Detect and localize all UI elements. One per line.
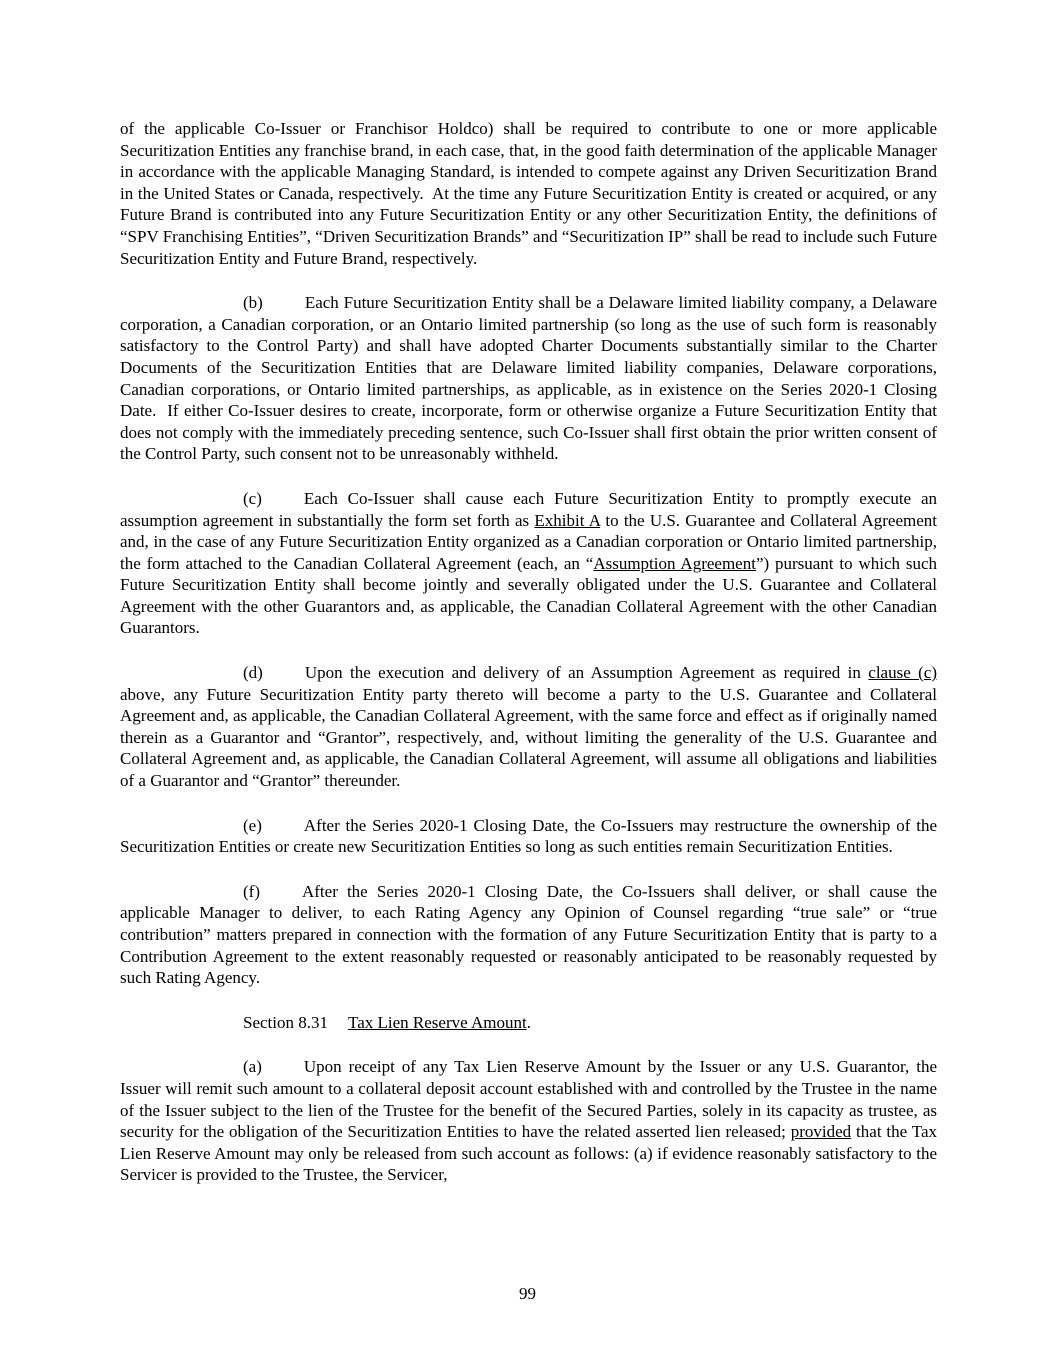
section-heading [120, 1012, 937, 1034]
paragraph-text: Upon receipt of any Tax Lien Reserve Amount by the Issuer or any U.S. Guarantor, the Issuer will remit such amount to a collateral deposit account established with and controlled by the Trustee in the name of the Issuer subject to the lien of the Trustee for the benefit of the Secured Parties, solely in its capacity as trustee, as security for the obligation of the Securitization Entities to have the related asserted lien released; [120, 1057, 937, 1142]
paragraph-b [120, 292, 937, 465]
paragraph-text: Each Co-Issuer shall cause each Future Securitization Entity to promptly execute an assumption agreement in substantially the form set forth as [120, 488, 937, 530]
provided-emphasis: provided [790, 1122, 852, 1142]
paragraph-d [120, 662, 937, 792]
paragraph-continuation [120, 118, 937, 269]
paragraph-f [120, 881, 937, 989]
paragraph-text: to the U.S. Guarantee and Collateral Agreement and, in the case of any Future Securitization Entity organized as a Canadian corporation or Ontario limited partnership, the form attached to the Canadian Collateral Agreement (each, an “ [120, 510, 937, 573]
paragraph-marker: (e) [243, 815, 262, 835]
paragraph-text: Upon the execution and delivery of an Assumption Agreement as required in [304, 663, 869, 683]
section-title-period: . [526, 1012, 531, 1032]
clause-c-reference: clause (c) [868, 663, 938, 683]
paragraph-text: After the Series 2020-1 Closing Date, the Co-Issuers shall deliver, or shall cause the applicable Manager to deliver, to each Rating Agency any Opinion of Counsel regarding “true sale” or “true contribution” matters prepared in connection with the formation of any Future Securitization Entity that is party to a Contribution Agreement to the extent reasonably requested or reasonably anticipated to be reasonably requested by such Rating Agency. [120, 881, 937, 988]
paragraph-marker: (a) [243, 1057, 262, 1077]
paragraph-text: Each Future Securitization Entity shall be a Delaware limited liability company, a Delaware corporation, a Canadian corporation, or an Ontario limited partnership (so long as the use of such form is reasonably satisfactory to the Control Party) and shall have adopted Charter Documents substantially similar to the Charter Documents of the Securitization Entities that are Delaware limited liability companies, Delaware corporations, Canadian corporations, or Ontario limited partnerships, as applicable, as in existence on the Series 2020-1 Closing Date. If either Co-Issuer desires to create, incorporate, form or otherwise organize a Future Securitization Entity that does not comply with the immediately preceding sentence, such Co-Issuer shall first obtain the prior written consent of the Control Party, such consent not to be unreasonably withheld. [120, 293, 937, 464]
paragraph-text: After the Series 2020-1 Closing Date, the Co-Issuers may restructure the ownership of the Securitization Entities or create new Securitization Entities so long as such entities remain Securitization Entities. [120, 815, 937, 857]
section-title: Tax Lien Reserve Amount [348, 1012, 527, 1032]
paragraph-marker: (b) [243, 293, 263, 313]
paragraph-marker: (d) [243, 663, 263, 683]
page-number: 99 [519, 1284, 536, 1303]
paragraph-marker: (f) [243, 881, 260, 901]
assumption-agreement-defined-term: Assumption Agreement [593, 553, 756, 573]
paragraph-e [120, 815, 937, 858]
paragraph-text: of the applicable Co-Issuer or Franchisor Holdco) shall be required to contribute to one or more applicable Securitization Entities any franchise brand, in each case, that, in the good faith determination of the applicable Manager in accordance with the applicable Managing Standard, is intended to compete against any Driven Securitization Brand in the United States or Canada, respectively. At the time any Future Securitization Entity is created or acquired, or any Future Brand is contributed into any Future Securitization Entity or any other Securitization Entity, the definitions of “SPV Franchising Entities”, “Driven Securitization Brands” and “Securitization IP” shall be read to include such Future Securitization Entity and Future Brand, respectively. [120, 119, 937, 268]
exhibit-a-reference: Exhibit A [534, 510, 601, 530]
paragraph-marker: (c) [243, 488, 262, 508]
page-body [120, 118, 937, 1209]
paragraph-text: above, any Future Securitization Entity party thereto will become a party to the U.S. Guarantee and Collateral Agreement and, as applicable, the Canadian Collateral Agreement, with the same force and effect as if originally named therein as a Guarantor and “Grantor”, respectively, and, without limiting the generality of the U.S. Guarantee and Collateral Agreement and, as applicable, the Canadian Collateral Agreement, will assume all obligations and liabilities of a Guarantor and “Grantor” thereunder. [120, 684, 937, 791]
section-number: Section 8.31 [243, 1012, 328, 1032]
paragraph-a [120, 1056, 937, 1186]
paragraph-c [120, 488, 937, 639]
paragraph-text: ”) pursuant to which such Future Securitization Entity shall become jointly and severally obligated under the U.S. Guarantee and Collateral Agreement with the other Guarantors and, as applicable, the Canadian Collateral Agreement with the other Canadian Guarantors. [120, 553, 937, 638]
paragraph-text: that the Tax Lien Reserve Amount may only be released from such account as follows: (a) if evidence reasonably satisfactory to the Servicer is provided to the Trustee, the Servicer, [120, 1122, 937, 1185]
